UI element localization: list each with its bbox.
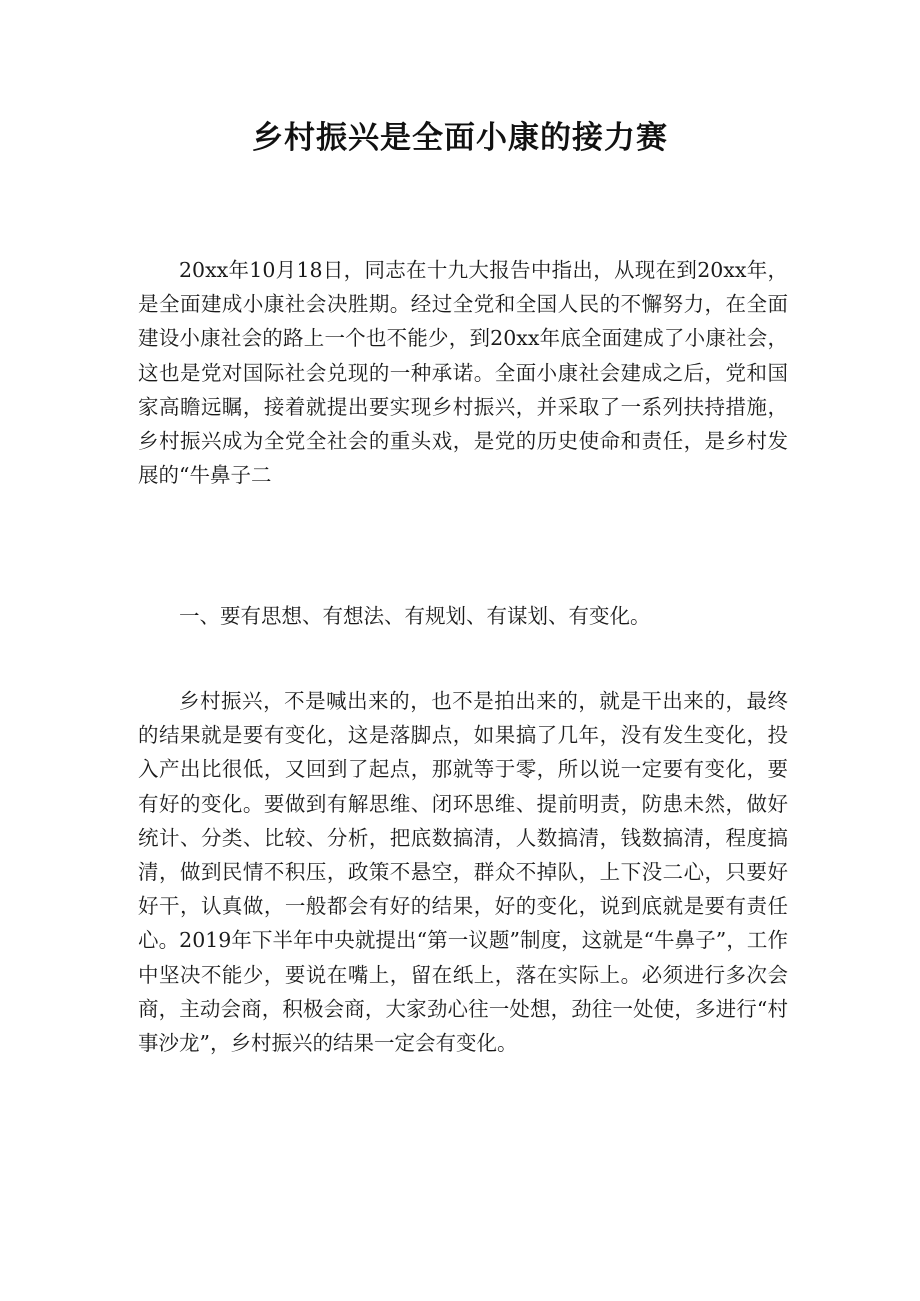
section-heading-1: 一、要有思想、有想法、有规划、有谋划、有变化。 [179,604,651,628]
paragraph-intro: 20xx年10月18日，同志在十九大报告中指出，从现在到20xx年，是全面建成小康社会决胜期。经过全党和全国人民的不懈努力，在全面建设小康社会的路上一个也不能少，到20xx年底全面建成了小康社会，这也是党对国际社会兑现的一种承诺。全面小康社会建成之后，党和国家高瞻远瞩，接着就提出要实现乡村振兴，并采取了一系列扶持措施，乡村振兴成为全党全社会的重头戏，是党的历史使命和责任，是乡村发展的“牛鼻子二 [138,258,788,488]
document-title: 乡村振兴是全面小康的接力赛 [252,120,668,156]
paragraph-section-1: 乡村振兴，不是喊出来的，也不是拍出来的，就是干出来的，最终的结果就是要有变化，这是落脚点，如果搞了几年，没有发生变化，投入产出比很低，又回到了起点，那就等于零，所以说一定要有变化，要有好的变化。要做到有解思维、闭环思维、提前明责，防患未然，做好统计、分类、比较、分析，把底数搞清，人数搞清，钱数搞清，程度搞清，做到民情不积压，政策不悬空，群众不掉队，上下没二心，只要好好干，认真做，一般都会有好的结果，好的变化，说到底就是要有责任心。2019年下半年中央就提出“第一议题”制度，这就是“牛鼻子”，工作中坚决不能少，要说在嘴上，留在纸上，落在实际上。必须进行多次会商，主动会商，积极会商，大家劲心往一处想，劲往一处使，多进行“村事沙龙”，乡村振兴的结果一定会有变化。 [138,689,788,1056]
